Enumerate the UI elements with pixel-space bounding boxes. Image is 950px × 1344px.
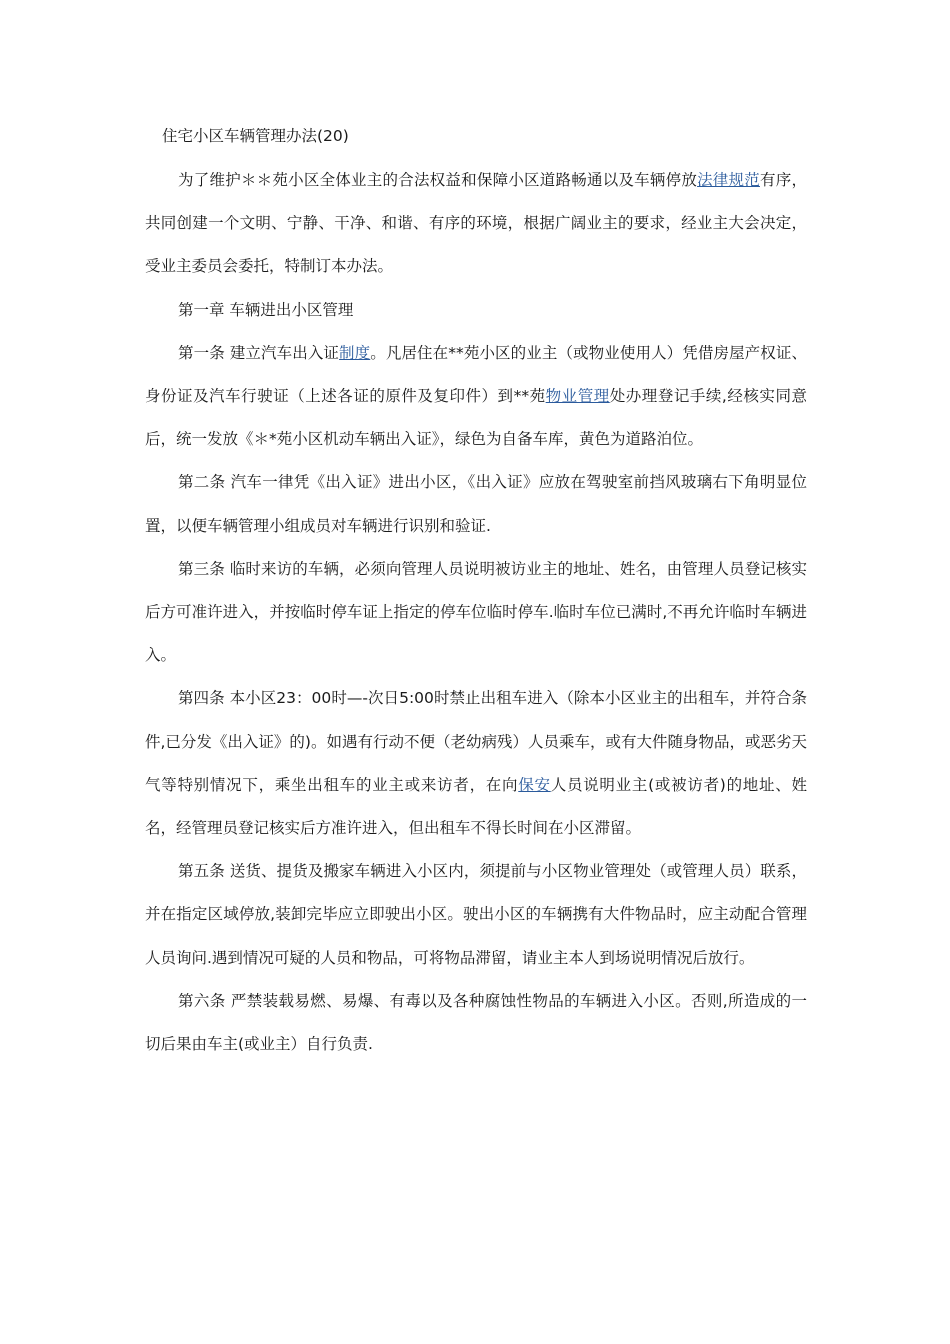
paragraph — [145, 677, 807, 850]
paragraph — [145, 850, 807, 980]
paragraph — [145, 332, 807, 462]
inline-link[interactable]: 制度 — [339, 343, 371, 362]
inline-link[interactable]: 物业管理 — [545, 387, 610, 406]
paragraph — [145, 461, 807, 547]
paragraph-text: 第四条 本小区23：00时—-次日5:00时禁止出租车进入（除本小区业主的出租车，并符合条件,已分发《出入证》的)。如遇有行动不便（老幼病残）人员乘车，或有大件随身物品，或恶劣天气等特别情况下，乘坐出租车的业主或来访者，在向 — [145, 689, 807, 794]
paragraph — [145, 159, 807, 289]
paragraph — [145, 548, 807, 678]
paragraph — [145, 980, 807, 1066]
paragraph-text: 第二条 汽车一律凭《出入证》进出小区，《出入证》应放在驾驶室前挡风玻璃右下角明显位置，以便车辆管理小组成员对车辆进行识别和验证. — [145, 473, 807, 535]
paragraph-text: 第三条 临时来访的车辆，必须向管理人员说明被访业主的地址、姓名，由管理人员登记核实后方可准许进入，并按临时停车证上指定的停车位临时停车.临时车位已满时,不再允许临时车辆进入。 — [145, 559, 807, 665]
paragraph-text: 第一条 建立汽车出入证 — [178, 343, 340, 362]
document-body — [145, 159, 807, 1066]
inline-link[interactable]: 保安 — [518, 775, 551, 794]
paragraph-text: 第一章 车辆进出小区管理 — [178, 300, 354, 319]
inline-link[interactable]: 法律规范 — [697, 171, 760, 189]
paragraph-text: 人员说明业主(或被访者)的地址、姓名，经管理员登记核实后方准许进入，但出租车不得长时间在小区滞留。 — [145, 775, 807, 838]
paragraph-text: 有序，共同创建一个文明、宁静、干净、和谐、有序的环境，根据广阔业主的要求，经业主大会决定，受业主委员会委托，特制订本办法。 — [145, 171, 807, 276]
paragraph-text: 处办理登记手续,经核实同意后，统一发放《＊*苑小区机动车辆出入证》，绿色为自备车库，黄色为道路泊位。 — [145, 387, 807, 449]
paragraph-text: 。凡居住在**苑小区的业主（或物业使用人）凭借房屋产权证、身份证及汽车行驶证（上述各证的原件及复印件）到**苑 — [145, 343, 807, 406]
paragraph-text: 为了维护＊＊苑小区全体业主的合法权益和保障小区道路畅通以及车辆停放 — [178, 171, 698, 189]
paragraph-text: 第六条 严禁装载易燃、易爆、有毒以及各种腐蚀性物品的车辆进入小区。否则,所造成的一切后果由车主(或业主）自行负责. — [145, 991, 807, 1054]
paragraph-text: 第五条 送货、提货及搬家车辆进入小区内，须提前与小区物业管理处（或管理人员）联系，并在指定区域停放,装卸完毕应立即驶出小区。驶出小区的车辆携有大件物品时，应主动配合管理人员询问.遇到情况可疑的人员和物品，可将物品滞留，请业主本人到场说明情况后放行。 — [145, 862, 807, 967]
document-title: 住宅小区车辆管理办法(20) — [162, 127, 349, 145]
paragraph — [145, 289, 807, 332]
